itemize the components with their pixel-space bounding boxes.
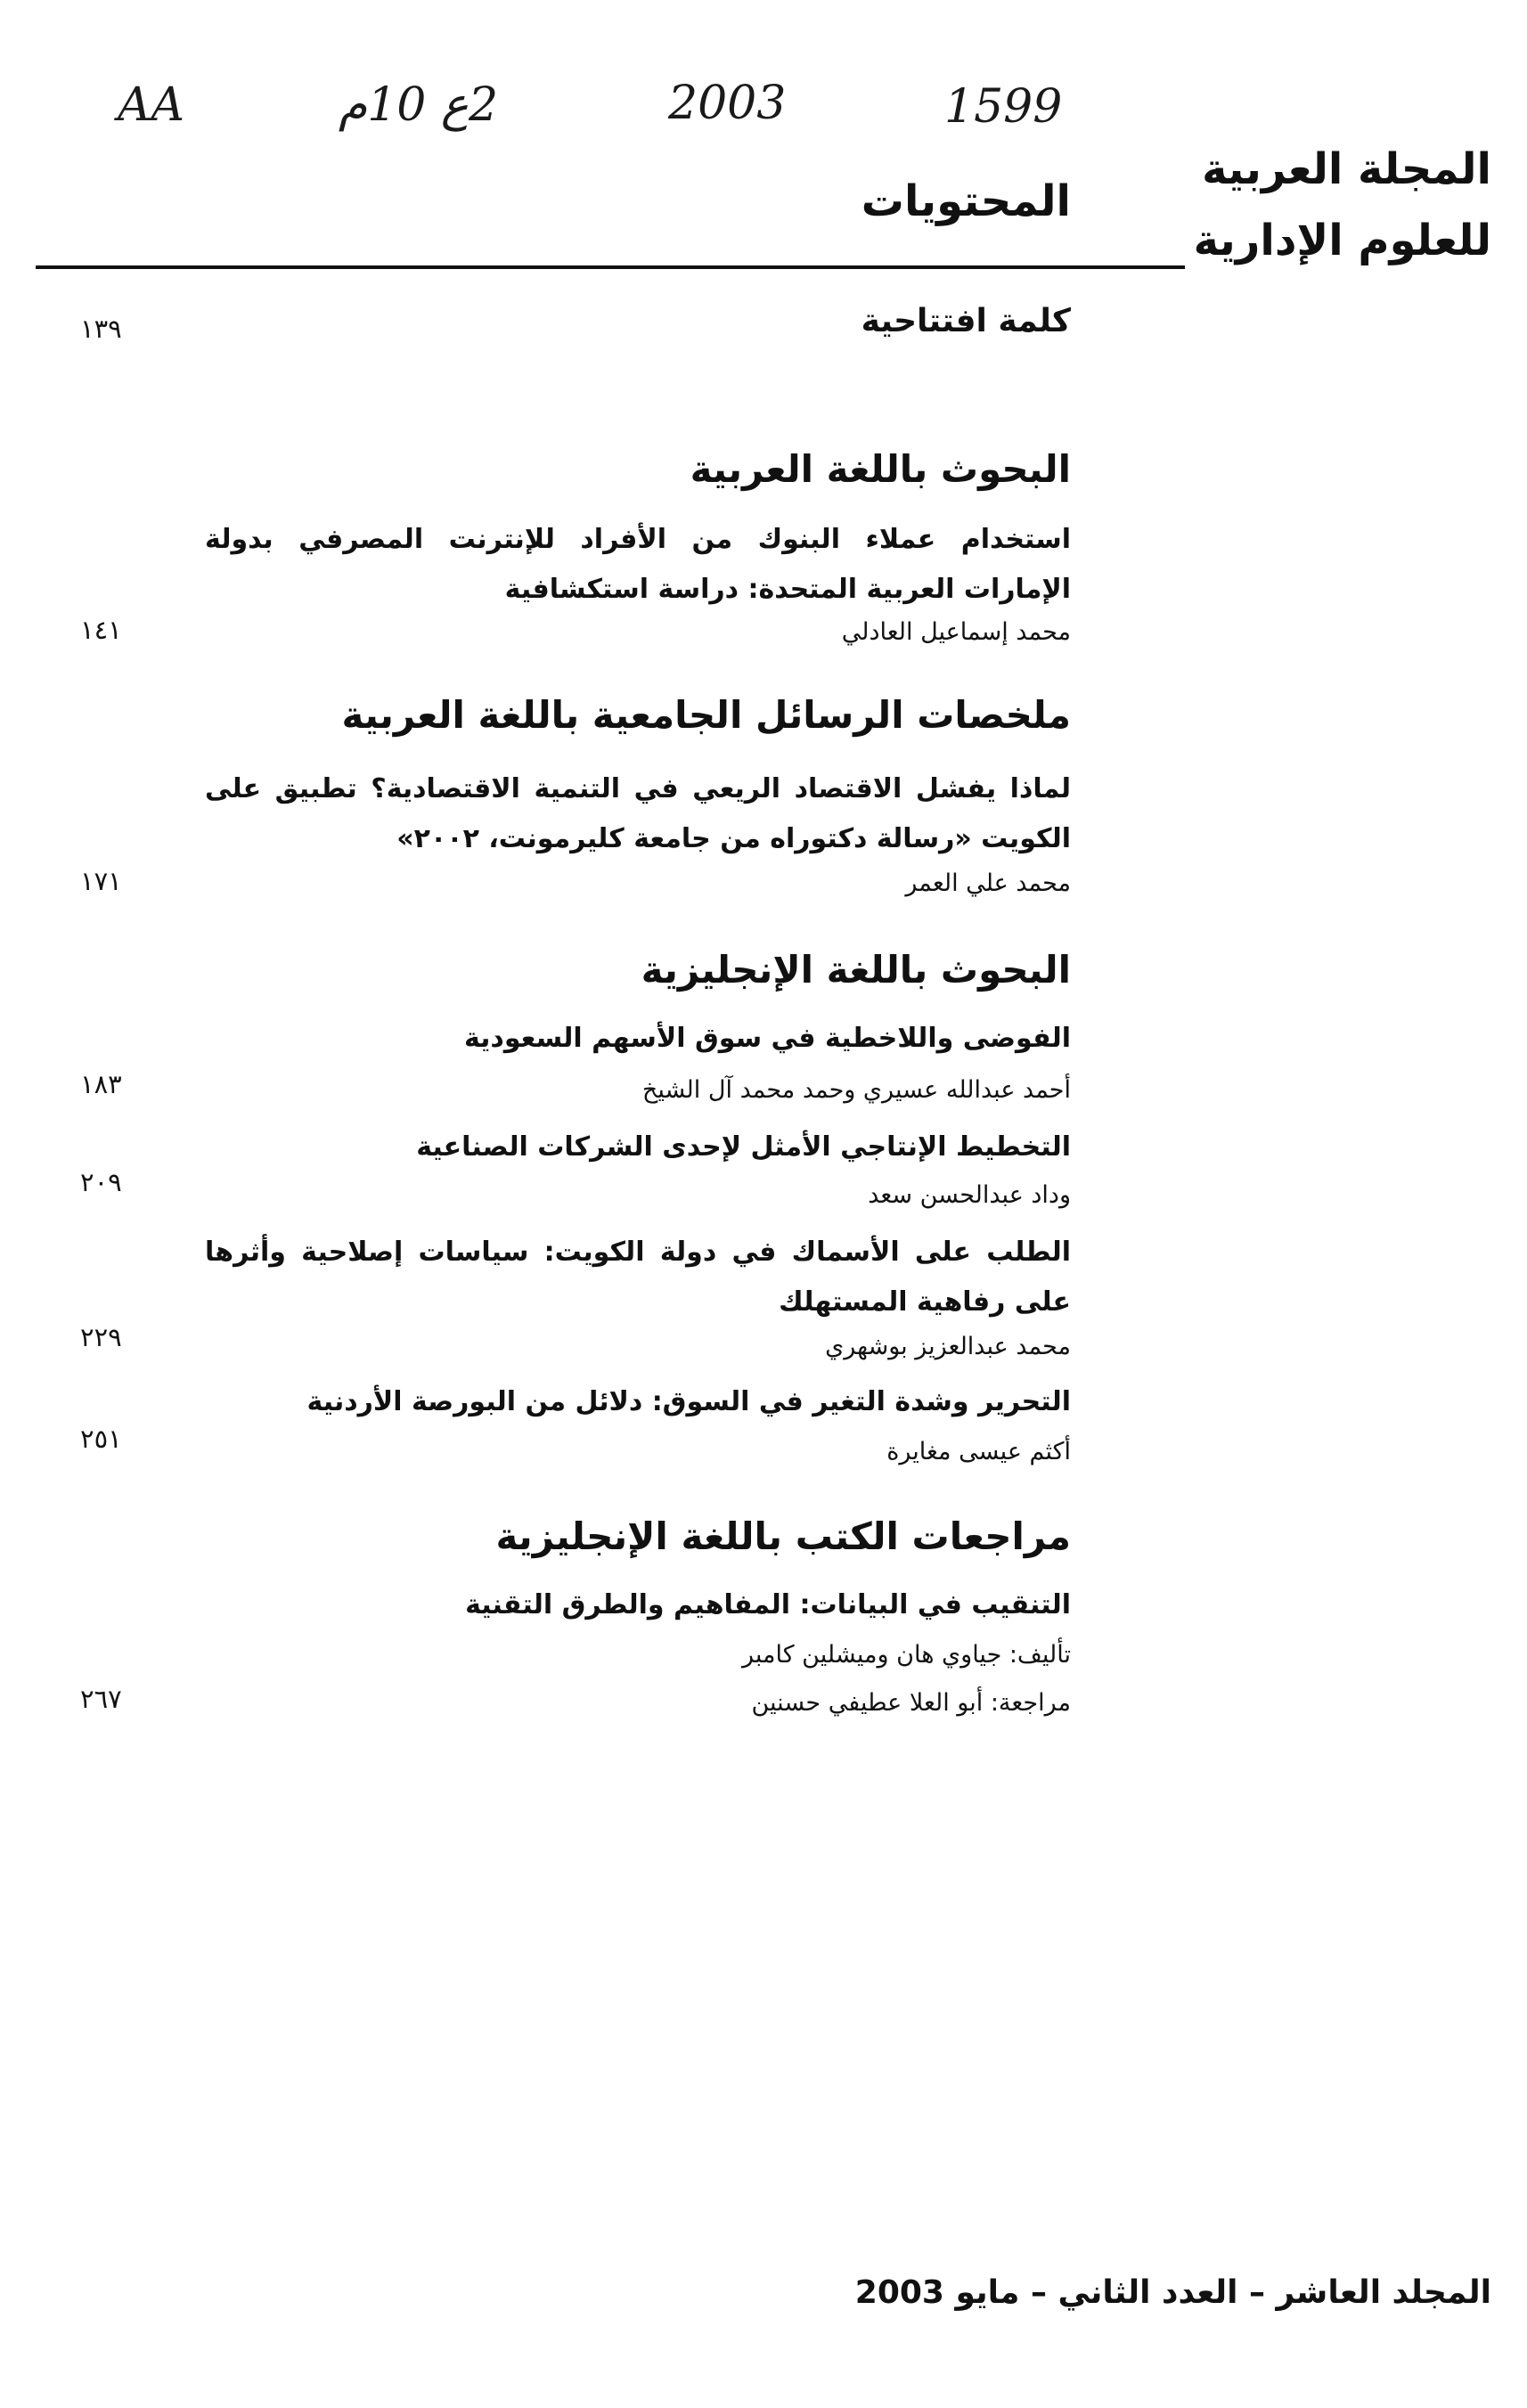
- contents-title: المحتويات: [861, 176, 1071, 226]
- issue-footer: المجلد العاشر – العدد الثاني – مايو 2003: [854, 2274, 1491, 2311]
- article-title: التحرير وشدة التغير في السوق: دلائل من البورصة الأردنية: [306, 1386, 1071, 1417]
- article-page: ١٨٣: [80, 1069, 122, 1099]
- article-title: الطلب على الأسماك في دولة الكويت: سياسات إصلاحية وأثرها على رفاهية المستهلك: [205, 1237, 1071, 1318]
- journal-name: [1193, 134, 1491, 276]
- article-title: التنقيب في البيانات: المفاهيم والطرق التقنية: [465, 1589, 1071, 1620]
- handwritten-code: AA: [118, 78, 185, 132]
- journal-name-line-2: للعلوم الإدارية: [1193, 216, 1491, 265]
- section-heading-thesis-summaries: ملخصات الرسائل الجامعية باللغة العربية: [341, 693, 1071, 737]
- article-author: أحمد عبدالله عسيري وحمد محمد آل الشيخ: [641, 1076, 1071, 1104]
- article-title: التخطيط الإنتاجي الأمثل لإحدى الشركات الصناعية: [416, 1131, 1071, 1163]
- book-author: تأليف: جياوي هان وميشلين كامبر: [742, 1641, 1071, 1669]
- article-author: أكثم عيسى مغايرة: [886, 1438, 1071, 1465]
- article-author: محمد علي العمر: [905, 869, 1071, 897]
- article-title: الفوضى واللاخطية في سوق الأسهم السعودية: [463, 1023, 1071, 1054]
- section-heading-arabic-research: البحوث باللغة العربية: [690, 447, 1071, 491]
- article-page: ١٧١: [80, 866, 122, 896]
- journal-name-line-1: المجلة العربية: [1202, 144, 1491, 194]
- section-heading-english-research: البحوث باللغة الإنجليزية: [641, 948, 1071, 992]
- handwritten-number: 1599: [944, 80, 1063, 134]
- article-page: ٢٠٩: [80, 1167, 122, 1197]
- article-page: ٢٢٩: [80, 1322, 122, 1352]
- header-rule: [36, 265, 1185, 269]
- article-page: ٢٦٧: [80, 1684, 122, 1714]
- article-title: استخدام عملاء البنوك من الأفراد للإنترنت المصرفي بدولة الإمارات العربية المتحدة: دراسة استكشافية: [205, 524, 1071, 605]
- editorial-page: ١٣٩: [80, 314, 122, 344]
- article-author: وداد عبدالحسن سعد: [868, 1181, 1071, 1209]
- editorial-title: كلمة افتتاحية: [861, 303, 1071, 339]
- article-page: ٢٥١: [80, 1424, 122, 1454]
- handwritten-year: 2003: [668, 77, 787, 130]
- article-page: ١٤١: [80, 615, 122, 645]
- section-heading-book-reviews: مراجعات الكتب باللغة الإنجليزية: [495, 1514, 1071, 1558]
- article-author: محمد إسماعيل العادلي: [841, 618, 1071, 646]
- handwritten-volume: 2ع 10م: [339, 78, 499, 132]
- article-title: لماذا يفشل الاقتصاد الريعي في التنمية الاقتصادية؟ تطبيق على الكويت «رسالة دكتوراه من جامعة كليرمونت، ٢٠٠٢»: [205, 773, 1071, 854]
- book-reviewer: مراجعة: أبو العلا عطيفي حسنين: [751, 1689, 1071, 1717]
- article-author: محمد عبدالعزيز بوشهري: [825, 1333, 1071, 1360]
